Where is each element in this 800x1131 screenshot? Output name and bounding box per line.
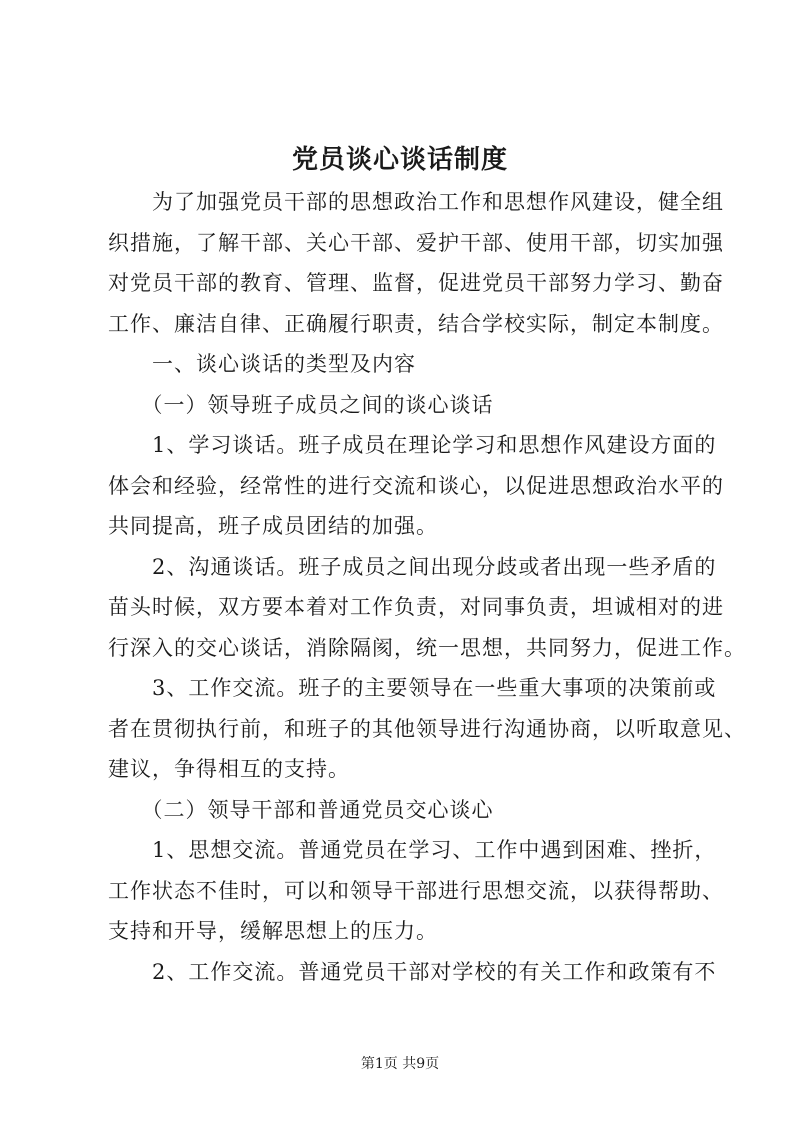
subsection-heading: （一）领导班子成员之间的谈心谈话 (108, 392, 494, 417)
text-line: 2、工作交流。普通党员干部对学校的有关工作和政策有不 (108, 959, 717, 984)
text-line: 共同提高，班子成员团结的加强。 (108, 514, 438, 538)
page-footer: 第1页 共9页 (360, 1056, 440, 1072)
text-line: 工作状态不佳时，可以和领导干部进行思想交流，以获得帮助、 (108, 878, 724, 903)
text-line: 对党员干部的教育、管理、监督，促进党员干部努力学习、勤奋 (108, 271, 724, 295)
text-line: 苗头时候，双方要本着对工作负责，对同事负责，坦诚相对的进 (108, 595, 724, 619)
text-line: 建议，争得相互的支持。 (108, 757, 350, 781)
text-line: 为了加强党员干部的思想政治工作和思想作风建设，健全组 (108, 190, 724, 214)
text-line: 体会和经验，经常性的进行交流和谈心，以促进思想政治水平的 (108, 473, 724, 498)
text-line: 行深入的交心谈话，消除隔阂，统一思想，共同努力，促进工作。 (108, 635, 746, 660)
subsection-heading: （二）领导干部和普通党员交心谈心 (108, 797, 494, 822)
document-title: 党员谈心谈话制度 (291, 145, 508, 175)
text-line: 3、工作交流。班子的主要领导在一些重大事项的决策前或 (108, 676, 717, 700)
text-line: 工作、廉洁自律、正确履行职责，结合学校实际，制定本制度。 (108, 311, 724, 336)
text-line: 1、学习谈话。班子成员在理论学习和思想作风建设方面的 (108, 433, 717, 457)
text-line: 者在贯彻执行前，和班子的其他领导进行沟通协商，以听取意见、 (108, 716, 746, 741)
section-heading: 一、谈心谈话的类型及内容 (108, 352, 416, 376)
document-body (108, 182, 746, 992)
text-line: 1、思想交流。普通党员在学习、工作中遇到困难、挫折， (108, 838, 717, 862)
text-line: 支持和开导，缓解思想上的压力。 (108, 919, 438, 943)
text-line: 2、沟通谈话。班子成员之间出现分歧或者出现一些矛盾的 (108, 554, 717, 579)
text-line: 织措施，了解干部、关心干部、爱护干部、使用干部，切实加强 (108, 230, 724, 255)
